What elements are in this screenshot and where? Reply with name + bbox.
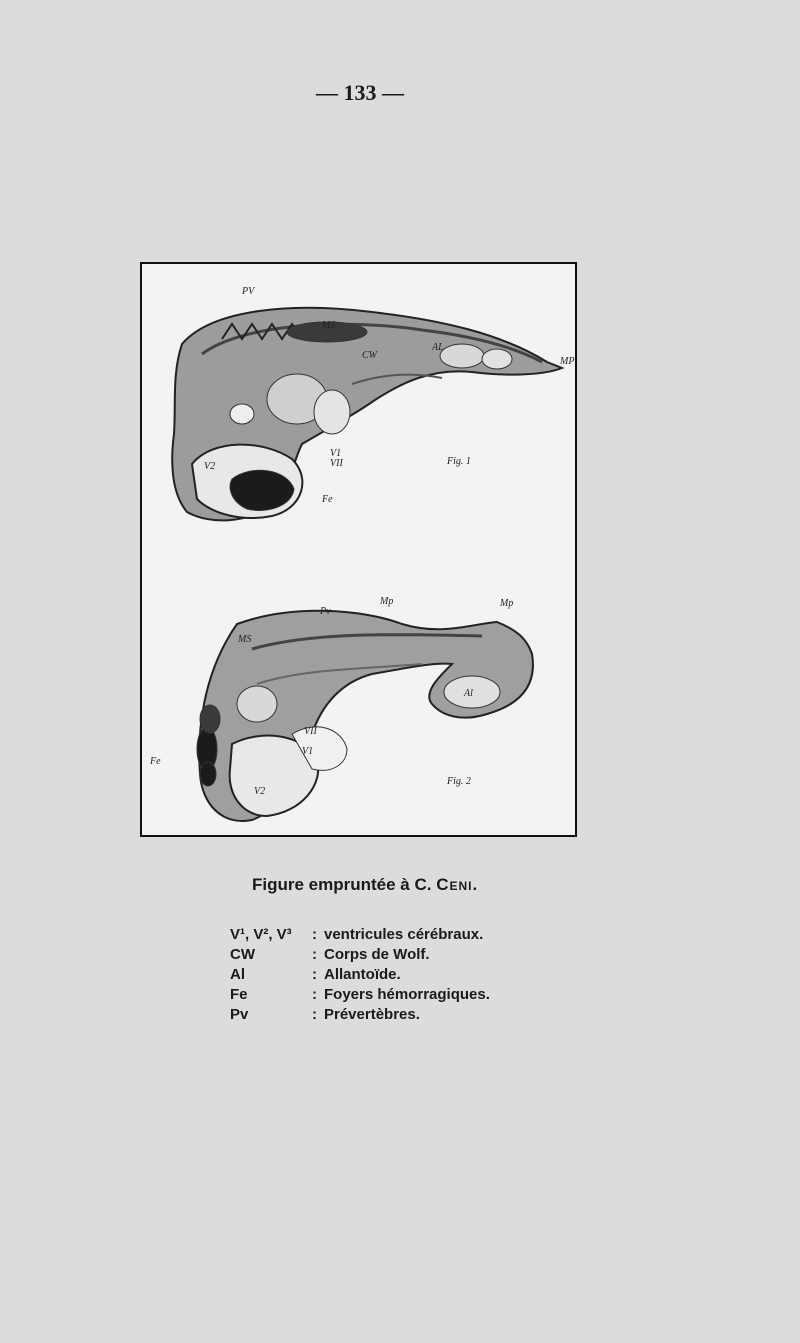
fig2-label-pv: Pv — [320, 606, 331, 617]
fig2-label-al: Al — [464, 688, 473, 699]
legend-abbr: Al — [230, 966, 245, 983]
legend-description: ventricules cérébraux. — [324, 926, 484, 943]
fig2-label-fe: Fe — [150, 756, 161, 767]
legend-description: Corps de Wolf. — [324, 946, 430, 963]
legend-separator: : — [312, 1006, 317, 1023]
fig1-label: Fig. 1 — [447, 456, 471, 467]
fig2-label-vii: VII — [304, 726, 317, 737]
fig2-label-mp2: Mp — [500, 598, 514, 609]
embryo-sections-illustration — [142, 264, 575, 835]
fig2-label-ms: MS — [238, 634, 252, 645]
legend-abbr: Pv — [230, 1006, 249, 1023]
fig1-label-ms: MS — [322, 320, 336, 331]
fig1-label-al: AL — [432, 342, 444, 353]
legend-row — [230, 1005, 490, 1025]
legend-abbr: V¹, V², V³ — [230, 926, 292, 943]
fig1-label-cw: CW — [362, 350, 377, 361]
legend-abbr: Fe — [230, 986, 248, 1003]
legend-abbr: CW — [230, 946, 255, 963]
fig1-label-mp: MP — [560, 356, 575, 367]
fig2-label-mp1: Mp — [380, 596, 394, 607]
fig1-label-pv: PV — [242, 286, 255, 297]
legend-separator: : — [312, 986, 317, 1003]
fig1-label-vii: VII — [330, 458, 343, 469]
caption-author: Ceni — [436, 875, 473, 894]
fig1-label-v2: V2 — [204, 461, 216, 472]
legend-separator: : — [312, 946, 317, 963]
fig1-section — [172, 308, 562, 521]
fig1-label-v1: V1 — [330, 448, 342, 459]
legend-row — [230, 925, 490, 945]
caption-prefix: Figure empruntée à C. — [252, 875, 432, 894]
page-number: — 133 — — [316, 80, 404, 105]
legend-separator: : — [312, 926, 317, 943]
caption-suffix: . — [472, 875, 478, 894]
fig2-label: Fig. 2 — [447, 776, 471, 787]
bleed-through-line — [68, 140, 678, 160]
fig2-label-v2: V2 — [254, 786, 266, 797]
legend-row — [230, 945, 490, 965]
fig1-label-fe: Fe — [322, 494, 333, 505]
figure-plate — [140, 262, 577, 837]
figure-caption — [252, 875, 477, 895]
figure-legend — [230, 925, 490, 1025]
legend-description: Foyers hémorragiques. — [324, 986, 490, 1003]
legend-separator: : — [312, 966, 317, 983]
legend-description: Allantoïde. — [324, 966, 401, 983]
legend-row — [230, 985, 490, 1005]
fig2-label-v1: V1 — [302, 746, 314, 757]
legend-description: Prévertèbres. — [324, 1006, 420, 1023]
legend-row — [230, 965, 490, 985]
